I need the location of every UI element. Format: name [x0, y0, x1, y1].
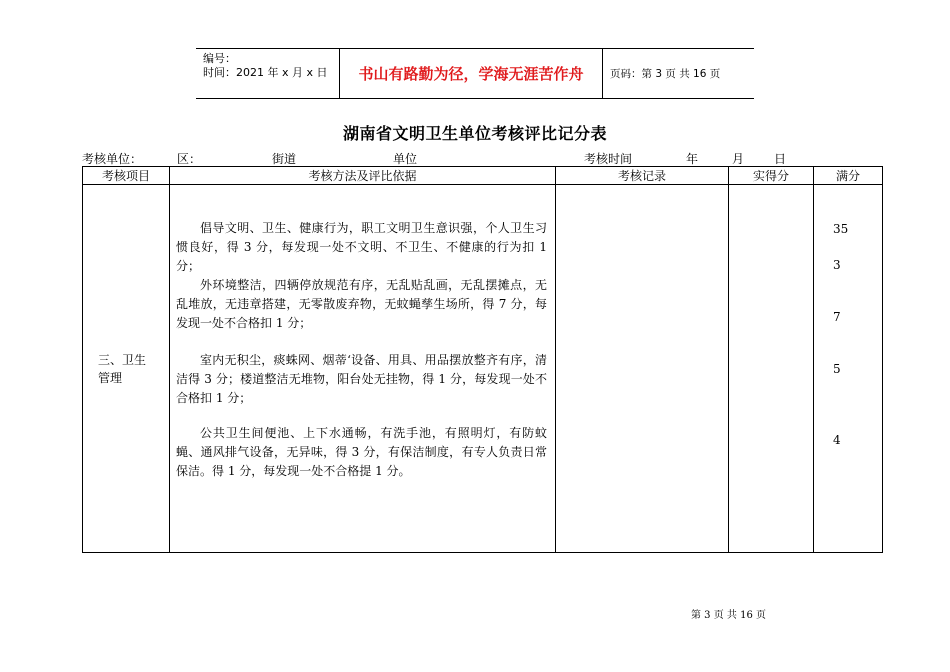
col-header-full: 满分 — [814, 167, 883, 185]
time-label: 考核时间 — [584, 152, 633, 166]
page-header — [196, 48, 754, 99]
header-slogan: 书山有路勤为径，学海无涯苦作舟 — [340, 49, 603, 98]
table-header-row — [83, 167, 883, 185]
unit-name-label: 单位 — [393, 152, 418, 166]
col-header-method: 考核方法及评比依据 — [170, 167, 556, 185]
score-value: 3 — [833, 258, 841, 272]
record-cell — [556, 185, 729, 553]
year-label: 年 — [686, 152, 699, 166]
col-header-actual: 实得分 — [729, 167, 814, 185]
criteria-paragraph: 外环境整洁，四辆停放规范有序，无乱贴乱画，无乱摆摊点，无乱堆放，无违章搭建，无零散废弃物，无蚊蝇孳生场所，得 7 分，每发现一处不合格扣 1 分； — [176, 278, 547, 330]
criteria-paragraph: 倡导文明、卫生、健康行为，职工文明卫生意识强，个人卫生习惯良好，得 3 分，每发现一处不文明、不卫生、不健康的行为扣 1 分； — [176, 221, 547, 273]
score-table — [82, 166, 883, 553]
street-label: 街道 — [272, 152, 297, 166]
score-value: 7 — [833, 310, 841, 324]
score-value: 5 — [833, 362, 841, 376]
time-label: 时间：2021 年 x 月 x 日 — [203, 66, 328, 79]
col-header-item: 考核项目 — [83, 167, 170, 185]
header-page-info: 页码：第 3 页 共 16 页 — [610, 68, 721, 80]
number-label: 编号： — [203, 52, 236, 65]
item-cell — [83, 185, 170, 553]
document-title: 湖南省文明卫生单位考核评比记分表 — [342, 124, 607, 143]
month-label: 月 — [732, 152, 745, 166]
actual-score-cell — [729, 185, 814, 553]
col-header-record: 考核记录 — [556, 167, 729, 185]
criteria-paragraph: 室内无积尘，痰蛛网、烟蒂‘设备、用具、用品摆放整齐有序，清洁得 3 分；楼道整洁无堆物，阳台处无挂物，得 1 分，每发现一处不合格扣 1 分； — [176, 353, 547, 405]
table-row — [83, 185, 883, 553]
unit-label: 考核单位： — [82, 152, 143, 166]
criteria-paragraph: 公共卫生间便池、上下水通畅，有洗手池，有照明灯，有防蚊蝇、通风排气设备，无异味，得 3 分，有保洁制度，有专人负责日常保洁。得 1 分，每发现一处不合格提 1 分。 — [176, 426, 547, 478]
method-cell — [170, 185, 556, 553]
day-label: 日 — [774, 152, 787, 166]
full-score-cell — [814, 185, 883, 553]
score-value: 4 — [833, 433, 841, 447]
header-meta — [196, 49, 340, 98]
page-footer: 第 3 页 共 16 页 — [691, 610, 766, 621]
item-label: 三、卫生管理 — [98, 352, 147, 385]
score-value: 35 — [833, 222, 849, 236]
district-label: 区： — [177, 152, 202, 166]
